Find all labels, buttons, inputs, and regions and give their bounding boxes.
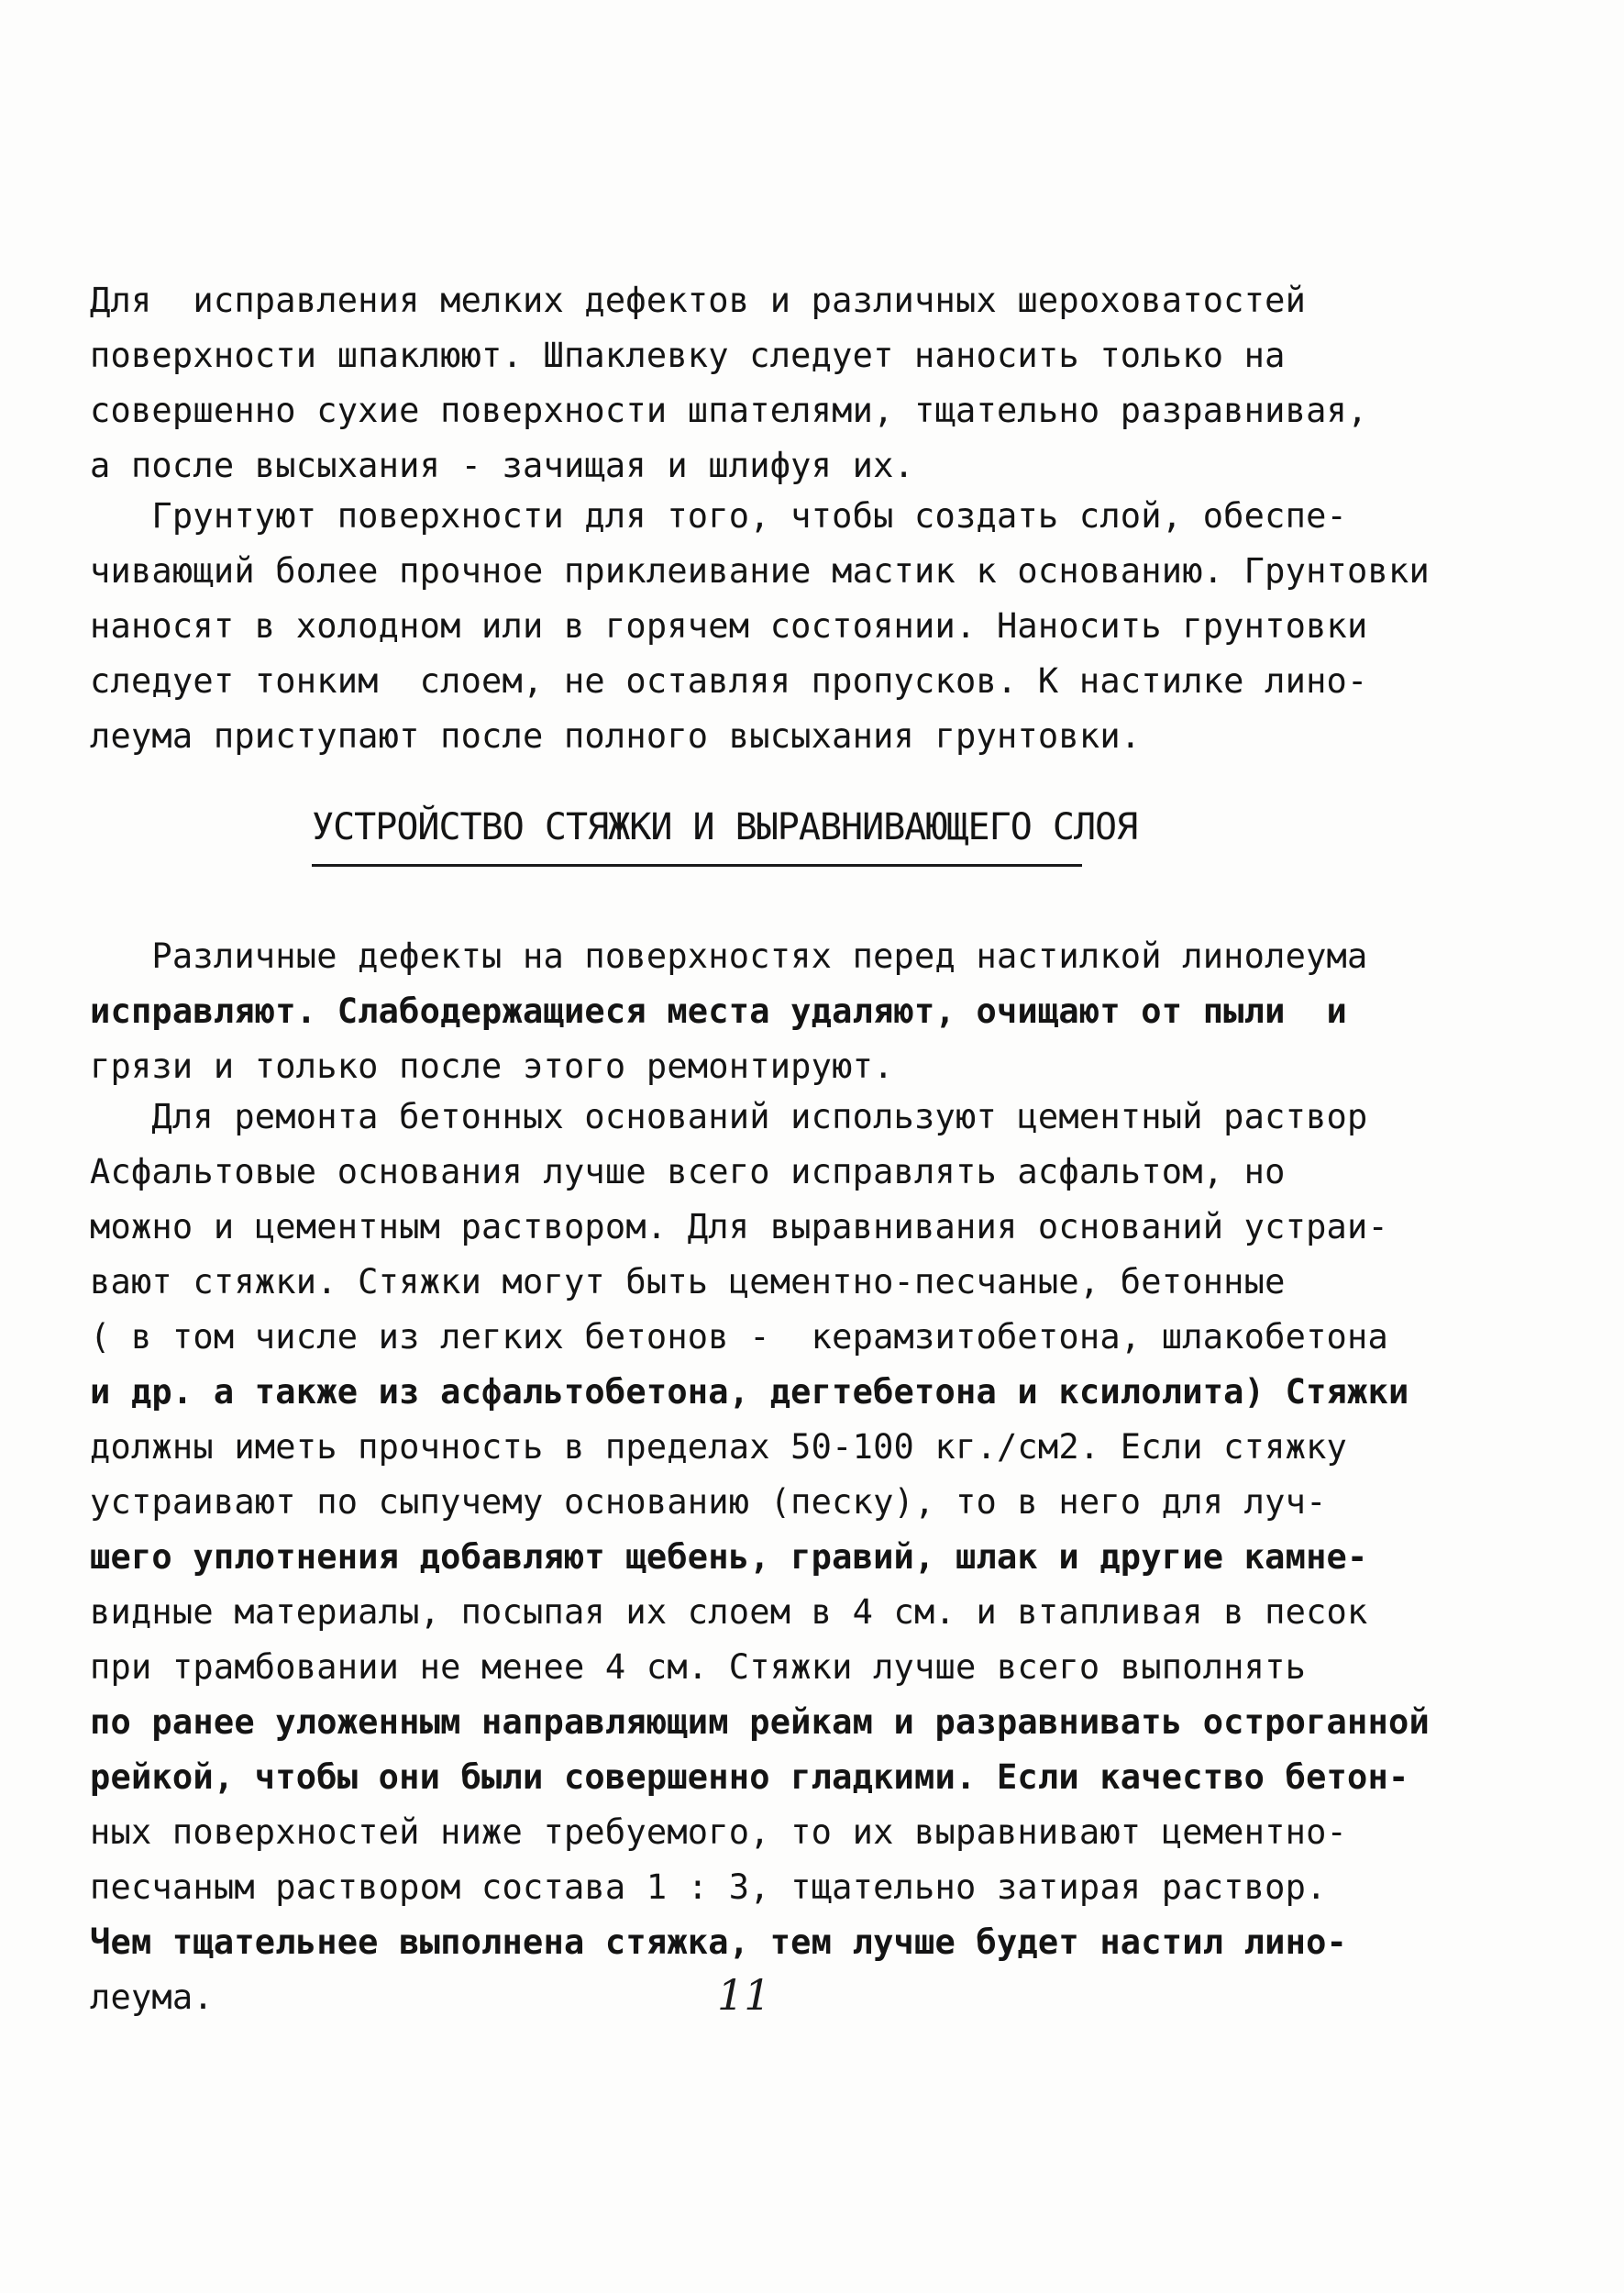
text-line: Для исправления мелких дефектов и различных шероховатостей <box>90 281 1307 320</box>
text-line: Различные дефекты на поверхностях перед настилкой линолеума <box>90 936 1368 976</box>
text-line: следует тонким слоем, не оставляя пропусков. К настилке лино- <box>90 661 1368 701</box>
text-line: рейкой, чтобы они были совершенно гладкими. Если качество бетон- <box>90 1757 1409 1797</box>
text-line: устраивают по сыпучему основанию (песку), то в него для луч- <box>90 1482 1327 1522</box>
heading-underline <box>312 864 1082 867</box>
text-line: исправляют. Слабодержащиеся места удаляют, очищают от пыли и <box>90 991 1348 1031</box>
text-line: Для ремонта бетонных оснований используют цементный раствор <box>90 1097 1368 1136</box>
text-line: можно и цементным раствором. Для выравнивания оснований устраи- <box>90 1207 1388 1246</box>
page-number: 11 <box>717 1970 771 2020</box>
text-line: шего уплотнения добавляют щебень, гравий, шлак и другие камне- <box>90 1537 1368 1577</box>
paragraph-priming <box>90 489 1566 764</box>
section-heading-text: УСТРОЙСТВО СТЯЖКИ И ВЫРАВНИВАЮЩЕГО СЛОЯ <box>312 806 1138 848</box>
text-line: леума. <box>90 1977 214 2017</box>
text-line: Асфальтовые основания лучше всего исправлять асфальтом, но <box>90 1152 1286 1191</box>
text-line: должны иметь прочность в пределах 50-100 кг./см2. Если стяжку <box>90 1427 1348 1467</box>
paragraph-puttying <box>90 273 1566 493</box>
text-line: чивающий более прочное приклеивание мастик к основанию. Грунтовки <box>90 551 1430 591</box>
text-line: а после высыхания - зачищая и шлифуя их. <box>90 446 915 485</box>
text-line: ( в том числе из легких бетонов - керамзитобетона, шлакобетона <box>90 1317 1388 1357</box>
paragraph-screed <box>90 1090 1566 2025</box>
text-line: ных поверхностей ниже требуемого, то их выравнивают цементно- <box>90 1812 1348 1852</box>
text-line: грязи и только после этого ремонтируют. <box>90 1047 894 1086</box>
text-line: поверхности шпаклюют. Шпаклевку следует наносить только на <box>90 336 1286 375</box>
paragraph-defects <box>90 929 1566 1094</box>
text-line: по ранее уложенным направляющим рейкам и разравнивать остроганной <box>90 1702 1430 1742</box>
text-line: леума приступают после полного высыхания грунтовки. <box>90 716 1142 756</box>
text-line: наносят в холодном или в горячем состоянии. Наносить грунтовки <box>90 606 1368 646</box>
text-line: совершенно сухие поверхности шпателями, тщательно разравнивая, <box>90 391 1368 430</box>
text-line: вают стяжки. Стяжки могут быть цементно-песчаные, бетонные <box>90 1262 1286 1302</box>
text-line: Грунтуют поверхности для того, чтобы создать слой, обеспе- <box>90 496 1348 536</box>
text-line: и др. а также из асфальтобетона, дегтебетона и ксилолита) Стяжки <box>90 1372 1409 1412</box>
text-line: при трамбовании не менее 4 см. Стяжки лучше всего выполнять <box>90 1647 1307 1687</box>
text-line: видные материалы, посыпая их слоем в 4 см. и втапливая в песок <box>90 1592 1368 1632</box>
text-line: Чем тщательнее выполнена стяжка, тем лучше будет настил лино- <box>90 1922 1348 1962</box>
section-heading <box>312 798 1138 871</box>
text-line: песчаным раствором состава 1 : 3, тщательно затирая раствор. <box>90 1867 1327 1907</box>
